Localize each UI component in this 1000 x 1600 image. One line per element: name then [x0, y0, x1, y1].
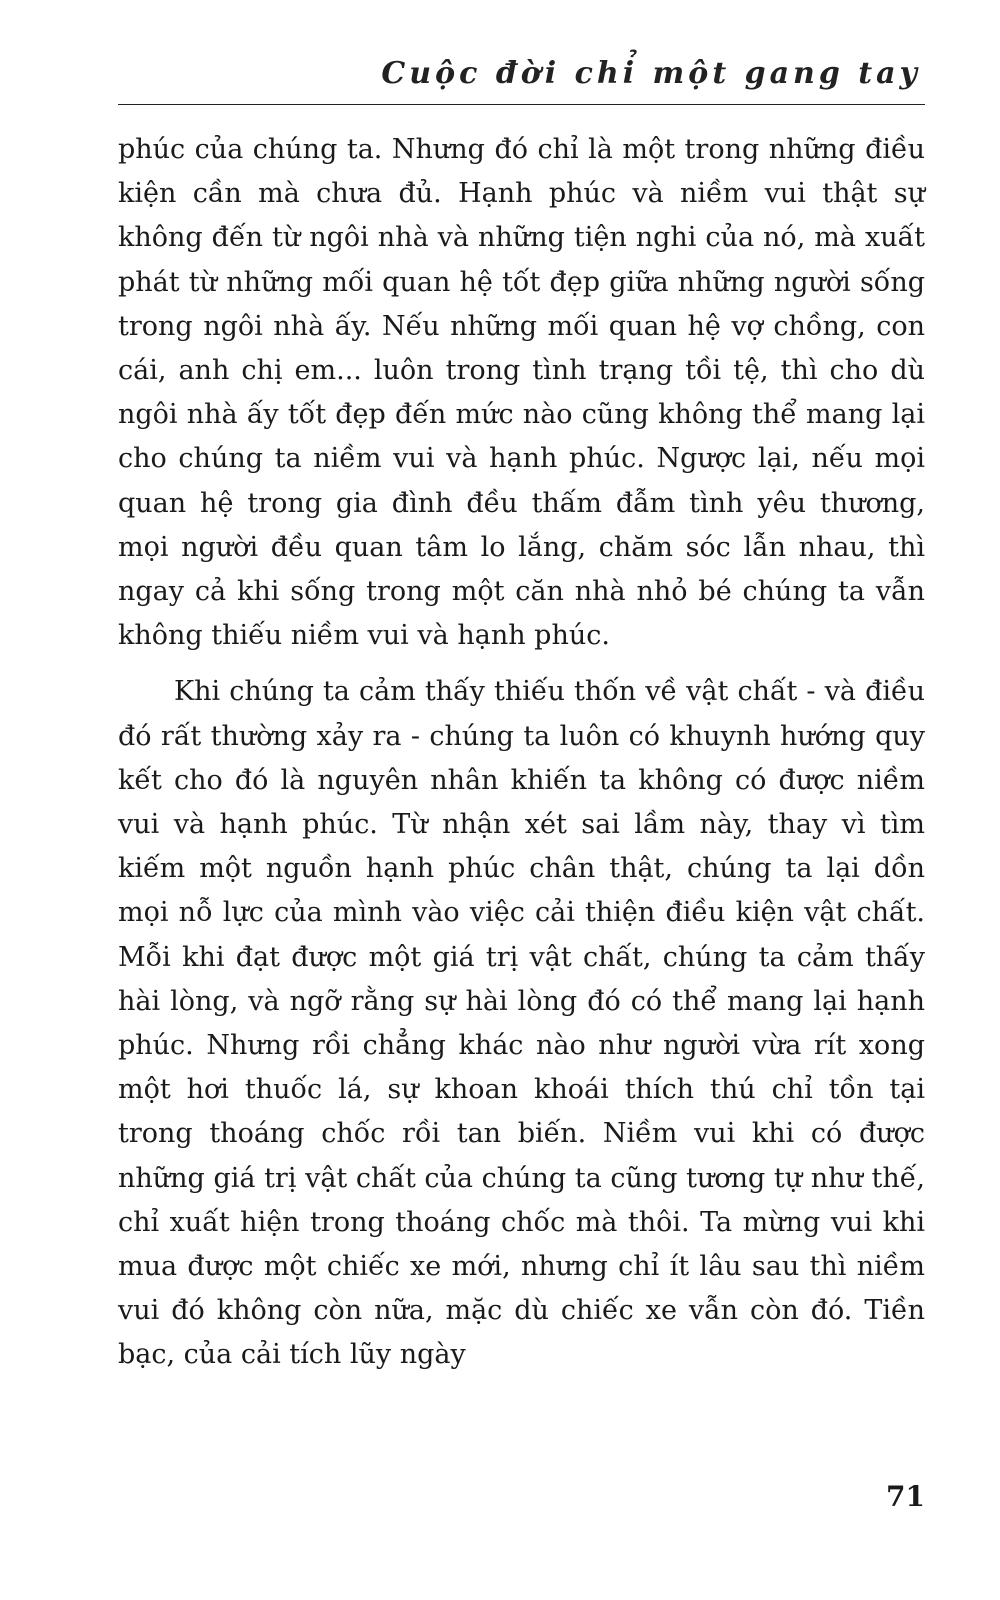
page-number: 71	[886, 1480, 925, 1513]
body-text	[118, 128, 925, 1378]
running-header	[118, 52, 925, 105]
paragraph: Khi chúng ta cảm thấy thiếu thốn về vật chất - và điều đó rất thường xảy ra - chúng ta luôn có khuynh hướng quy kết cho đó là nguyên nhân khiến ta không có được niềm vui và hạnh phúc. Từ nhận xét sai lầm này, thay vì tìm kiếm một nguồn hạnh phúc chân thật, chúng ta lại dồn mọi nỗ lực của mình vào việc cải thiện điều kiện vật chất. Mỗi khi đạt được một giá trị vật chất, chúng ta cảm thấy hài lòng, và ngỡ rằng sự hài lòng đó có thể mang lại hạnh phúc. Nhưng rồi chẳng khác nào như người vừa rít xong một hơi thuốc lá, sự khoan khoái thích thú chỉ tồn tại trong thoáng chốc rồi tan biến. Niềm vui khi có được những giá trị vật chất của chúng ta cũng tương tự như thế, chỉ xuất hiện trong thoáng chốc mà thôi. Ta mừng vui khi mua được một chiếc xe mới, nhưng chỉ ít lâu sau thì niềm vui đó không còn nữa, mặc dù chiếc xe vẫn còn đó. Tiền bạc, của cải tích lũy ngày	[118, 676, 925, 1371]
running-title: Cuộc đời chỉ một gang tay	[381, 56, 921, 91]
paragraph-continued: phúc của chúng ta. Nhưng đó chỉ là một trong những điều kiện cần mà chưa đủ. Hạnh phúc và niềm vui thật sự không đến từ ngôi nhà và những tiện nghi của nó, mà xuất phát từ những mối quan hệ tốt đẹp giữa những người sống trong ngôi nhà ấy. Nếu những mối quan hệ vợ chồng, con cái, anh chị em... luôn trong tình trạng tồi tệ, thì cho dù ngôi nhà ấy tốt đẹp đến mức nào cũng không thể mang lại cho chúng ta niềm vui và hạnh phúc. Ngược lại, nếu mọi quan hệ trong gia đình đều thấm đẫm tình yêu thương, mọi người đều quan tâm lo lắng, chăm sóc lẫn nhau, thì ngay cả khi sống trong một căn nhà nhỏ bé chúng ta vẫn không thiếu niềm vui và hạnh phúc.	[118, 134, 925, 652]
